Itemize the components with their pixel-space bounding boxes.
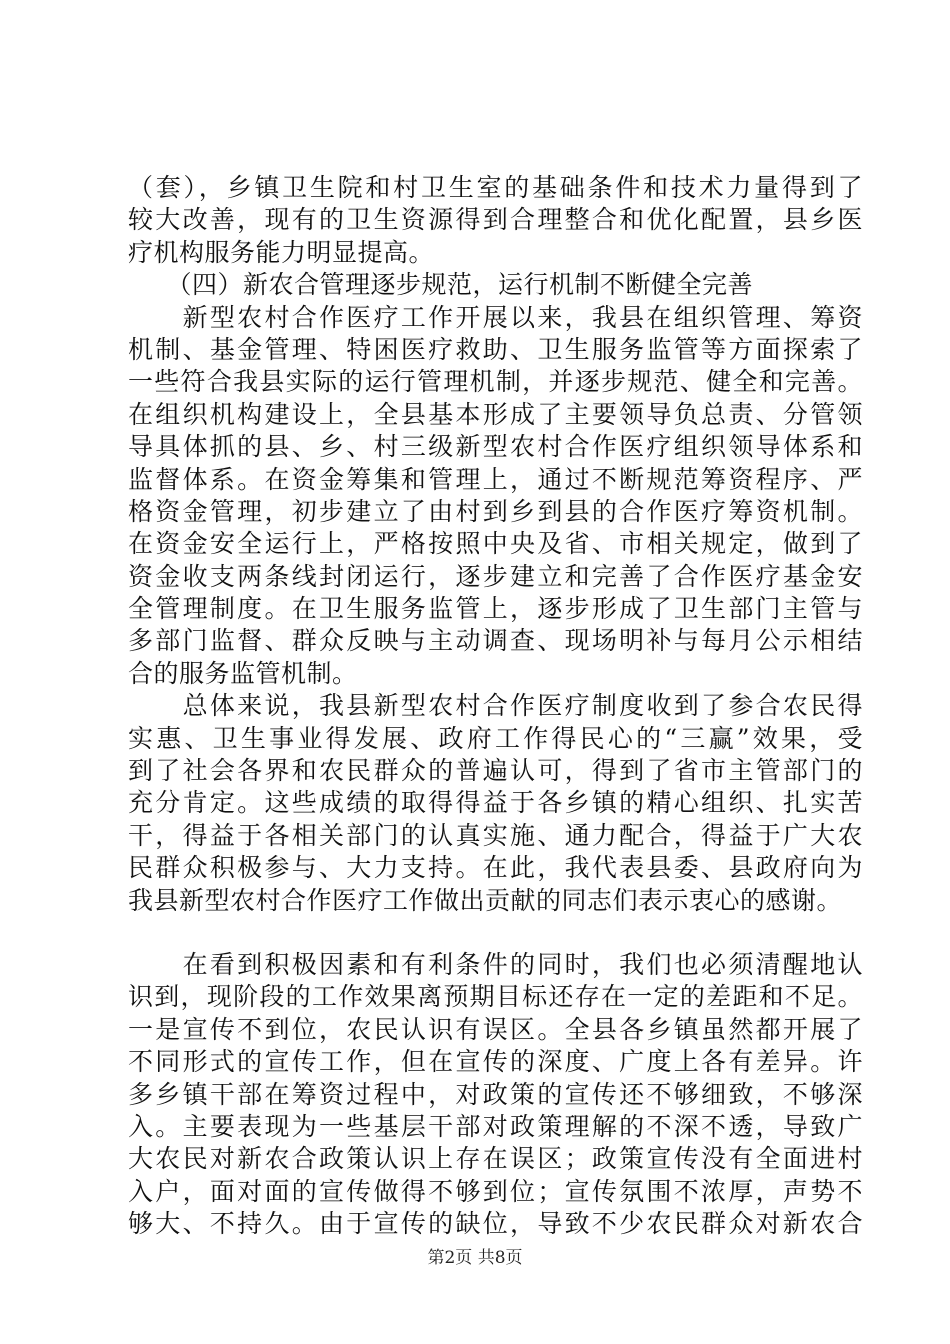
text-line: （套），乡镇卫生院和村卫生室的基础条件和技术力量得到了 bbox=[128, 173, 863, 202]
text-line: 资金收支两条线封闭运行，逐步建立和完善了合作医疗基金安 bbox=[128, 561, 863, 591]
text-line: 够大、不持久。由于宣传的缺位，导致不少农民群众对新农合 bbox=[128, 1209, 863, 1239]
text-line: 多乡镇干部在筹资过程中，对政策的宣传还不够细致，不够深 bbox=[128, 1079, 863, 1109]
text-line: 导具体抓的县、乡、村三级新型农村合作医疗组织领导体系和 bbox=[128, 432, 863, 462]
text-line: 新型农村合作医疗工作开展以来，我县在组织管理、筹资 bbox=[128, 302, 863, 332]
text-line: 在看到积极因素和有利条件的同时，我们也必须清醒地认 bbox=[128, 949, 863, 979]
page-footer: 第2页 共8页 bbox=[427, 1248, 523, 1268]
text-line: 入户，面对面的宣传做得不够到位；宣传氛围不浓厚，声势不 bbox=[128, 1176, 863, 1206]
text-line: 大农民对新农合政策认识上存在误区；政策宣传没有全面进村 bbox=[128, 1144, 863, 1174]
text-line: 多部门监督、群众反映与主动调查、现场明补与每月公示相结 bbox=[128, 626, 863, 656]
text-line: 我县新型农村合作医疗工作做出贡献的同志们表示衷心的感谢。 bbox=[128, 885, 843, 915]
text-line: 总体来说，我县新型农村合作医疗制度收到了参合农民得 bbox=[128, 691, 863, 721]
text-line: 入。主要表现为一些基层干部对政策理解的不深不透，导致广 bbox=[128, 1111, 863, 1141]
text-line: 识到，现阶段的工作效果离预期目标还存在一定的差距和不足。 bbox=[128, 982, 863, 1012]
text-line: 监督体系。在资金筹集和管理上，通过不断规范筹资程序、严 bbox=[128, 464, 863, 494]
paragraph-block-1 bbox=[128, 172, 863, 917]
text-line: 格资金管理，初步建立了由村到乡到县的合作医疗筹资机制。 bbox=[128, 496, 863, 526]
document-body bbox=[128, 172, 863, 1241]
text-line: 一些符合我县实际的运行管理机制，并逐步规范、健全和完善。 bbox=[128, 367, 863, 397]
text-line: 疗机构服务能力明显提高。 bbox=[128, 237, 435, 267]
text-line: 在资金安全运行上，严格按照中央及省、市相关规定，做到了 bbox=[128, 529, 863, 559]
text-line: 充分肯定。这些成绩的取得得益于各乡镇的精心组织、扎实苦 bbox=[128, 788, 863, 818]
text-line: 不同形式的宣传工作，但在宣传的深度、广度上各有差异。许 bbox=[128, 1047, 863, 1077]
text-line: 实惠、卫生事业得发展、政府工作得民心的“三赢”效果，受 bbox=[128, 723, 863, 753]
text-line: 较大改善，现有的卫生资源得到合理整合和优化配置，县乡医 bbox=[128, 205, 863, 235]
text-line: 一是宣传不到位，农民认识有误区。全县各乡镇虽然都开展了 bbox=[128, 1014, 863, 1044]
text-line: 机制、基金管理、特困医疗救助、卫生服务监管等方面探索了 bbox=[128, 334, 863, 364]
text-line: 合的服务监管机制。 bbox=[128, 658, 358, 688]
paragraph-gap bbox=[128, 917, 863, 949]
paragraph-block-2 bbox=[128, 949, 863, 1241]
text-line: （四）新农合管理逐步规范，运行机制不断健全完善 bbox=[128, 270, 754, 300]
text-line: 干，得益于各相关部门的认真实施、通力配合，得益于广大农 bbox=[128, 820, 863, 850]
text-line: 民群众积极参与、大力支持。在此，我代表县委、县政府向为 bbox=[128, 853, 863, 883]
text-line: 全管理制度。在卫生服务监管上，逐步形成了卫生部门主管与 bbox=[128, 594, 863, 624]
text-line: 在组织机构建设上，全县基本形成了主要领导负总责、分管领 bbox=[128, 399, 863, 429]
text-line: 到了社会各界和农民群众的普遍认可，得到了省市主管部门的 bbox=[128, 756, 863, 786]
